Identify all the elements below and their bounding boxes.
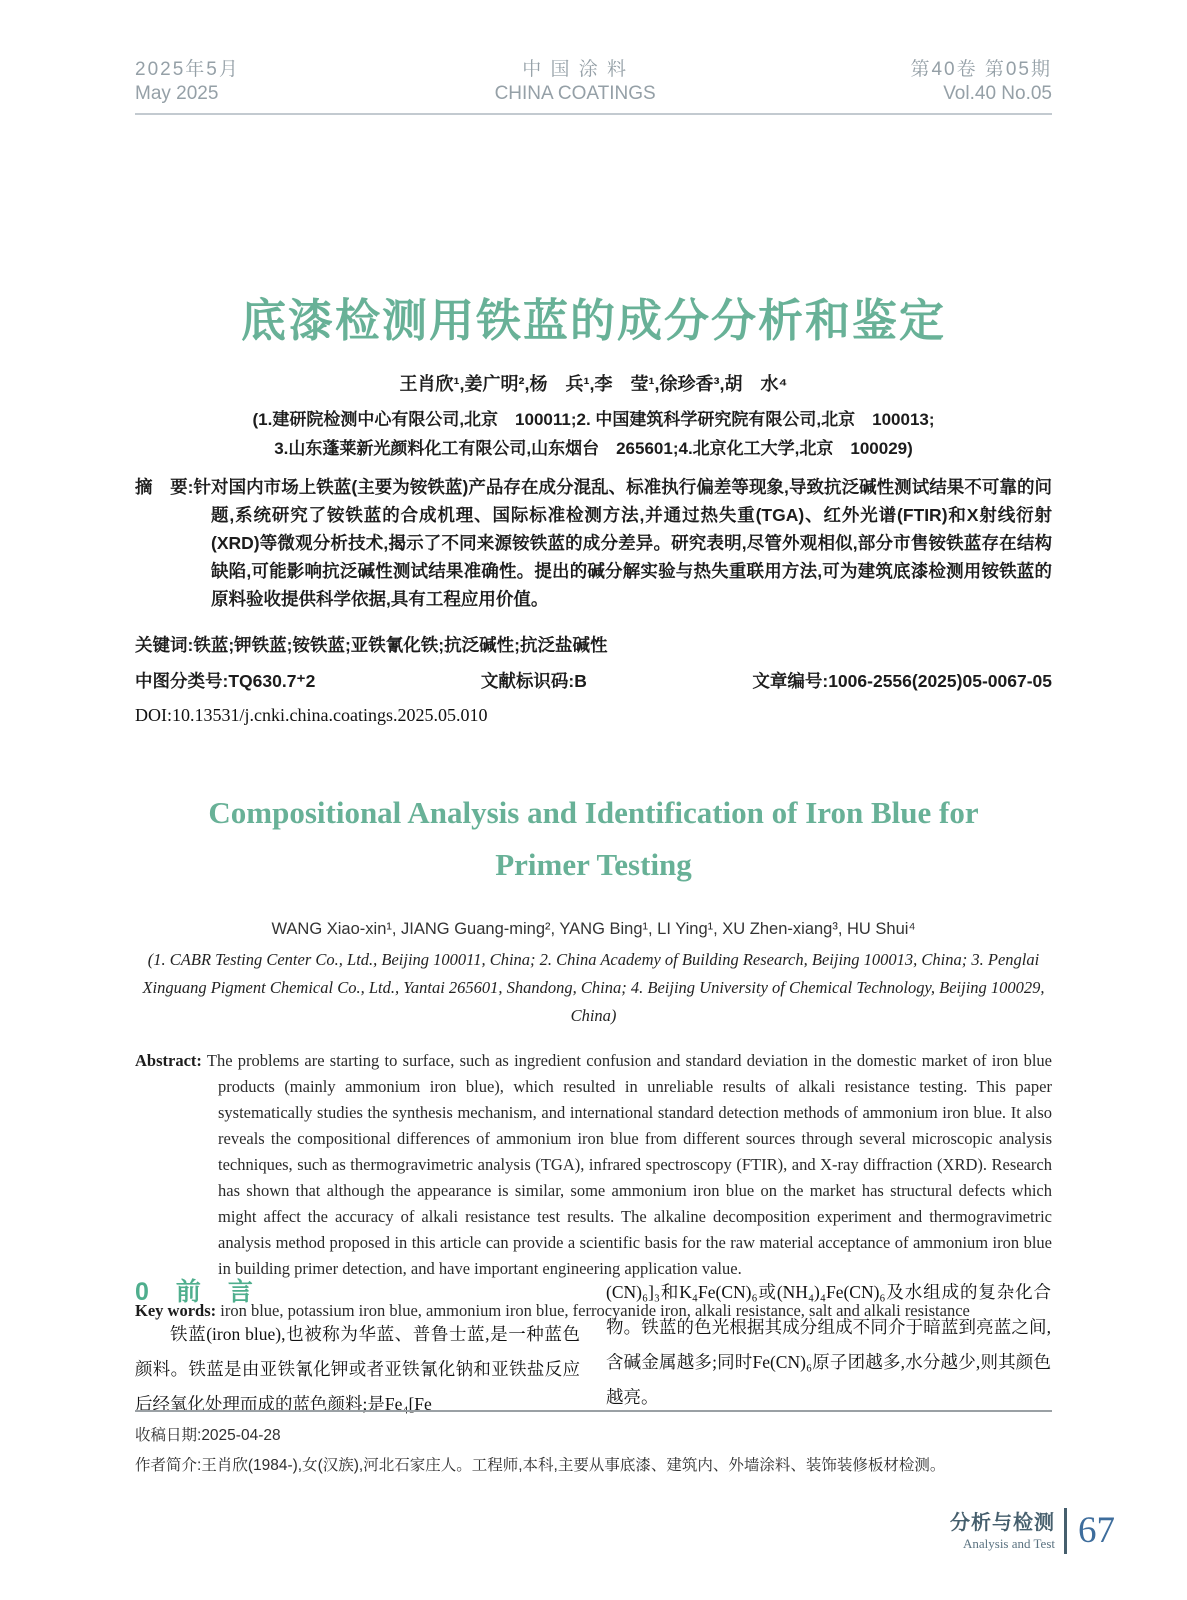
body-column-left <box>135 1272 580 1422</box>
body-paragraph-left: 铁蓝(iron blue),也被称为华蓝、普鲁士蓝,是一种蓝色颜料。铁蓝是由亚铁氰化钾或者亚铁氰化钠和亚铁盐反应后经氧化处理而成的蓝色颜料;是Fe₄[Fe <box>135 1324 580 1414</box>
keywords-text-cn: 铁蓝;钾铁蓝;铵铁蓝;亚铁氰化铁;抗泛碱性;抗泛盐碱性 <box>193 634 608 655</box>
author-bio-text: 王肖欣(1984-),女(汉族),河北石家庄人。工程师,本科,主要从事底漆、建筑内、外墙涂料、装饰装修板材检测。 <box>201 1457 946 1474</box>
abstract-label-cn: 摘 要: <box>135 477 194 497</box>
footnote-block <box>135 1410 1052 1481</box>
abstract-label-en: Abstract: <box>135 1050 202 1070</box>
journal-title-en: CHINA COATINGS <box>494 83 656 104</box>
header-date-en: May 2025 <box>135 83 219 104</box>
section-0-introduction <box>135 1272 1052 1422</box>
affiliations-cn-line2: 3.山东蓬莱新光颜料化工有限公司,山东烟台 265601;4.北京化工大学,北京 100029) <box>274 439 913 458</box>
article-id <box>752 667 1052 695</box>
article-title-cn: 底漆检测用铁蓝的成分分析和鉴定 <box>240 295 946 346</box>
author-bio-label: 作者简介: <box>135 1457 202 1474</box>
header-date <box>135 58 240 106</box>
doc-code-value: B <box>574 670 587 691</box>
abstract-text-en: The problems are starting to surface, such as ingredient confusion and standard deviation in the domestic market of iron blue products (mainly ammonium iron blue), which resulted in unreliable results of alkali resistance testing. This paper systematically studies the synthesis mechanism, and international standard detection methods of ammonium iron blue. It also reveals the compositional differences of ammonium iron blue from different sources through several microscopic analysis techniques, such as thermogravimetric analysis (TGA), infrared spectroscopy (FTIR), and X-ray diffraction (XRD). Research has shown that although the appearance is similar, some ammonium iron blue on the market has structural defects which might affect the accuracy of alkali resistance test results. The alkaline decomposition experiment and thermogravimetric analysis method proposed in this article can provide a scientific basis for the raw material acceptance of ammonium iron blue in building primer detection, and have important engineering application value. <box>206 1050 1052 1278</box>
keywords-label-cn: 关键词: <box>135 634 194 655</box>
header-date-cn: 2025年5月 <box>135 59 240 80</box>
keywords-label-en: Key words: <box>135 1301 217 1320</box>
keywords-cn <box>135 631 1052 659</box>
article-title-en <box>135 787 1052 891</box>
affiliations-cn <box>135 405 1052 463</box>
clc-number <box>135 667 315 695</box>
article-id-value: 1006-2556(2025)05-0067-05 <box>828 670 1052 691</box>
received-date-label: 收稿日期: <box>135 1427 202 1444</box>
abstract-cn <box>135 473 1052 613</box>
body-column-right <box>606 1272 1051 1422</box>
doi-line: DOI:10.13531/j.cnki.china.coatings.2025.05.010 <box>135 704 488 725</box>
column-name-en: Analysis and Test <box>962 1535 1055 1551</box>
issue-info-en: Vol.40 No.05 <box>943 83 1052 104</box>
received-date-value: 2025-04-28 <box>201 1427 281 1444</box>
abstract-text-cn: 针对国内市场上铁蓝(主要为铵铁蓝)产品存在成分混乱、标准执行偏差等现象,导致抗泛碱性测试结果不可靠的问题,系统研究了铵铁蓝的合成机理、国际标准检测方法,并通过热失重(TGA)、红外光谱(FTIR)和X射线衍射(XRD)等微观分析技术,揭示了不同来源铵铁蓝的成分差异。研究表明,尽管外观相似,部分市售铵铁蓝存在结构缺陷,可能影响抗泛碱性测试结果准确性。提出的碱分解实验与热失重联用方法,可为建筑底漆检测用铵铁蓝的原料验收提供科学依据,具有工程应用价值。 <box>193 477 1053 609</box>
classification-row <box>135 667 1052 695</box>
affiliations-cn-line1: (1.建研院检测中心有限公司,北京 100011;2. 中国建筑科学研究院有限公司,北京 100013; <box>252 410 935 429</box>
article-id-label: 文章编号: <box>752 670 829 691</box>
keywords-text-en: iron blue, potassium iron blue, ammonium iron blue, ferrocyanide iron, alkali resistance, salt and alkali resistance <box>220 1301 970 1320</box>
received-date-line <box>135 1421 1052 1451</box>
clc-label: 中图分类号: <box>135 670 229 691</box>
page-number: 67 <box>1078 1510 1115 1551</box>
authors-en: WANG Xiao-xin¹, JIANG Guang-ming², YANG Bing¹, LI Ying¹, XU Zhen-xiang³, HU Shui⁴ <box>271 919 916 938</box>
authors-cn: 王肖欣¹,姜广明²,杨 兵¹,李 莹¹,徐珍香³,胡 水⁴ <box>399 374 788 394</box>
journal-header <box>135 58 1052 115</box>
clc-value: TQ630.7⁺2 <box>228 670 316 691</box>
body-paragraph-right: (CN)₆]₃和K₄Fe(CN)₆或(NH₄)₄Fe(CN)₆及水组成的复杂化合物。铁蓝的色光根据其成分组成不同介于暗蓝到亮蓝之间,含碱金属越多;同时Fe(CN)₆原子团越多,水分越少,则其颜色越亮。 <box>606 1282 1051 1407</box>
column-name-cn: 分析与检测 <box>950 1511 1055 1534</box>
doc-code <box>481 667 587 695</box>
abstract-en <box>135 1048 1052 1282</box>
affiliations-en: (1. CABR Testing Center Co., Ltd., Beijing 100011, China; 2. China Academy of Building Research, Beijing 100013, China; 3. Penglai Xinguang Pigment Chemical Co., Ltd., Yantai 265601, Shandong, China; 4. Beijing University of Chemical Technology, Beijing 100029, China) <box>142 949 1045 1025</box>
author-bio-line <box>135 1451 1052 1481</box>
article-title-en-line1: Compositional Analysis and Identification of Iron Blue for <box>208 794 979 830</box>
doc-code-label: 文献标识码: <box>480 670 575 691</box>
issue-info-cn: 第40卷 第05期 <box>910 59 1052 80</box>
journal-title-cn: 中 国 涂 料 <box>522 59 629 80</box>
article-title-en-line2: Primer Testing <box>495 846 692 882</box>
section-0-heading: 0 前 言 <box>135 1278 254 1306</box>
issue-info <box>910 58 1052 106</box>
journal-title <box>495 58 656 106</box>
footer-divider-bar <box>1064 1508 1067 1554</box>
page-footer <box>950 1508 1115 1554</box>
column-name <box>950 1511 1055 1552</box>
